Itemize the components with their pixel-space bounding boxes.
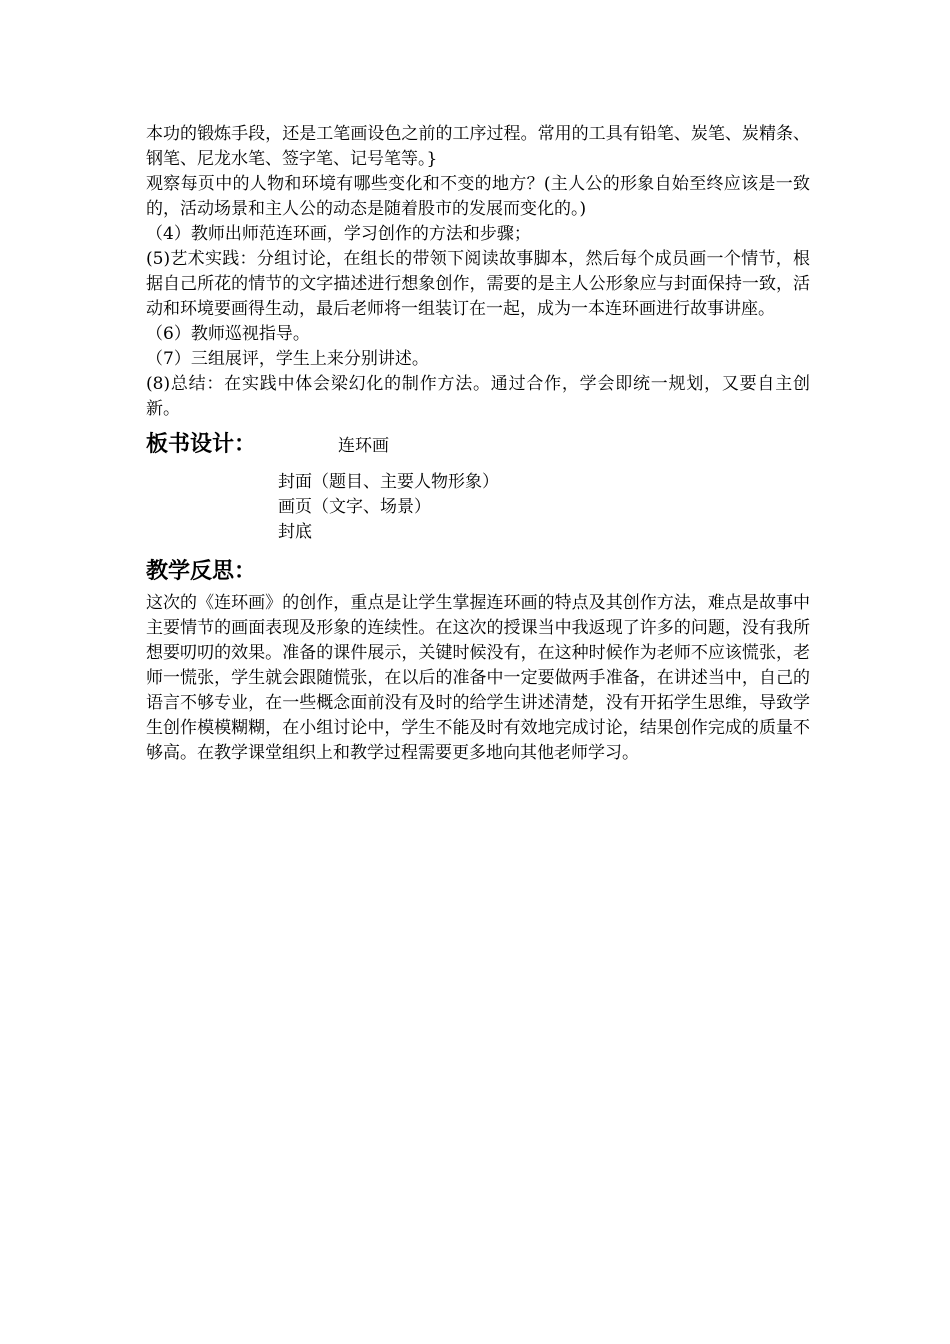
board-design-header — [146, 430, 810, 460]
board-design-heading: 板书设计： — [146, 432, 257, 457]
procedure-step-7: （7）三组展评，学生上来分别讲述。 — [146, 349, 429, 369]
teaching-procedure — [146, 122, 810, 422]
board-design-title: 连环画 — [338, 436, 390, 456]
procedure-step-4: （4）教师出师范连环画，学习创作的方法和步骤； — [146, 224, 531, 244]
board-design-items — [278, 470, 810, 545]
board-design — [146, 430, 810, 545]
procedure-step-6: （6）教师巡视指导。 — [146, 324, 310, 344]
teaching-reflection — [146, 557, 810, 766]
board-item-cover: 封面（题目、主要人物形象） — [278, 472, 499, 492]
procedure-step-8: (8)总结：在实践中体会梁幻化的制作方法。通过合作，学会即统一规划，又要自主创新。 — [146, 374, 810, 419]
procedure-step-5: (5)艺术实践：分组讨论，在组长的带领下阅读故事脚本，然后每个成员画一个情节，根据自己所花的情节的文字描述进行想象创作，需要的是主人公形象应与封面保持一致，活动和环境要画得生动，最后老师将一组装订在一起，成为一本连环画进行故事讲座。 — [146, 249, 810, 319]
document-page — [146, 122, 810, 766]
reflection-body: 这次的《连环画》的创作，重点是让学生掌握连环画的特点及其创作方法，难点是故事中主要情节的画面表现及形象的连续性。在这次的授课当中我返现了许多的问题，没有我所想要叨叨的效果。准备的课件展示，关键时候没有，在这种时候作为老师不应该慌张，老师一慌张，学生就会跟随慌张，在以后的准备中一定要做两手准备，在讲述当中，自己的语言不够专业，在一些概念面前没有及时的给学生讲述清楚，没有开拓学生思维，导致学生创作模模糊糊，在小组讨论中，学生不能及时有效地完成讨论，结果创作完成的质量不够高。在教学课堂组织上和教学过程需要更多地向其他老师学习。 — [146, 593, 810, 763]
procedure-paragraph-observe: 观察每页中的人物和环境有哪些变化和不变的地方？(主人公的形象自始至终应该是一致的，活动场景和主人公的动态是随着股市的发展而变化的。) — [146, 174, 810, 219]
board-item-pages: 画页（文字、场景） — [278, 497, 431, 517]
procedure-paragraph-tools: 本功的锻炼手段，还是工笔画设色之前的工序过程。常用的工具有铅笔、炭笔、炭精条、钢笔、尼龙水笔、签字笔、记号笔等。} — [146, 124, 810, 169]
reflection-heading: 教学反思： — [146, 559, 257, 584]
board-item-back-cover: 封底 — [278, 522, 312, 542]
